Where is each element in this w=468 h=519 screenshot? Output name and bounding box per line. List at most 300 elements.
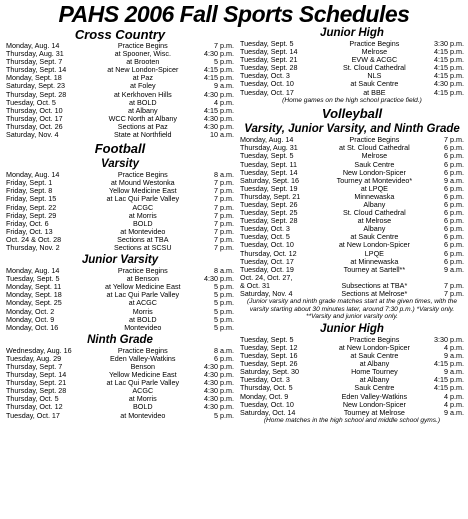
schedule-row: [6, 115, 234, 123]
schedule-row: [240, 89, 464, 97]
opponent-cell: State at Northfield: [114, 131, 172, 140]
schedule-row: [6, 412, 234, 420]
opponent-cell: at Morris: [128, 211, 157, 220]
schedule-row: [6, 99, 234, 107]
opponent-cell: at BOLD: [128, 315, 157, 324]
date-cell: Saturday, Sept. 16: [240, 176, 300, 185]
time-cell: 5 p.m.: [214, 58, 234, 67]
date-cell: Thursday, Sept. 14: [6, 66, 67, 75]
date-cell: Thursday, Aug. 31: [240, 144, 298, 153]
opponent-cell: New London-Spicer: [342, 400, 406, 409]
opponent-cell: BOLD: [132, 403, 153, 412]
schedule-row: [6, 228, 234, 236]
opponent-cell: Sauk Centre: [354, 160, 395, 169]
schedule-row: [240, 185, 464, 193]
date-cell: Tuesday, Oct. 3: [240, 72, 290, 81]
schedule-row: [6, 299, 234, 307]
schedule-row: [240, 376, 464, 384]
opponent-cell: Subsections at TBA*: [341, 281, 408, 290]
time-cell: 6 p.m.: [444, 144, 464, 153]
opponent-cell: Melrose: [361, 48, 388, 57]
date-cell: Thursday, Sept. 21: [240, 192, 301, 201]
schedule-row: [240, 258, 464, 266]
schedule-row: [6, 371, 234, 379]
date-cell: Monday, Sept. 18: [6, 291, 62, 300]
date-cell: Tuesday, Sept. 14: [240, 48, 298, 57]
opponent-cell: Eden Valley-Watkins: [341, 392, 408, 401]
opponent-cell: at Sauk Centre: [350, 80, 399, 89]
schedule-row: [240, 48, 464, 56]
time-cell: 7 p.m.: [214, 179, 234, 188]
time-cell: 9 a.m.: [444, 352, 464, 361]
schedule-row: [6, 275, 234, 283]
date-cell: Friday, Sept. 15: [6, 195, 57, 204]
time-cell: 4:15 p.m.: [434, 376, 464, 385]
time-cell: 5 p.m.: [214, 283, 234, 292]
schedule-row: [240, 368, 464, 376]
schedule-table: [6, 171, 234, 252]
section-junior-high: [240, 27, 464, 104]
time-cell: 7 p.m.: [214, 243, 234, 252]
time-cell: 4:30 p.m.: [204, 387, 234, 396]
schedule-row: [240, 384, 464, 392]
time-cell: 7 p.m.: [214, 195, 234, 204]
time-cell: 6 p.m.: [444, 257, 464, 266]
opponent-cell: at Spooner, Wisc.: [114, 50, 171, 59]
opponent-cell: Melrose: [361, 152, 388, 161]
date-cell: Monday, Oct. 2: [6, 307, 55, 316]
schedule-row: [6, 395, 234, 403]
date-cell: Thursday, Sept. 28: [6, 90, 67, 99]
schedule-table: [6, 267, 234, 332]
opponent-cell: Yellow Medicine East: [108, 187, 177, 196]
schedule-row: [6, 74, 234, 82]
left-column: [6, 27, 234, 422]
opponent-cell: Tourney at Melrose: [343, 408, 405, 417]
time-cell: 4:15 p.m.: [434, 360, 464, 369]
date-cell: Tuesday, Sept. 26: [240, 360, 298, 369]
date-cell: Thursday, Oct. 12: [240, 249, 297, 258]
time-cell: 6 p.m.: [444, 160, 464, 169]
opponent-cell: at Mound Westonka: [110, 179, 175, 188]
schedule-row: [240, 161, 464, 169]
opponent-cell: at Benson: [126, 275, 159, 284]
opponent-cell: at Minnewaska: [350, 257, 399, 266]
date-cell: Tuesday, Sept. 21: [240, 56, 298, 65]
time-cell: 7 p.m.: [444, 136, 464, 145]
time-cell: 6 p.m.: [444, 192, 464, 201]
section-ninth-grade: [6, 334, 234, 420]
time-cell: 4:30 p.m.: [204, 379, 234, 388]
section-football: [6, 141, 234, 156]
schedule-row: [6, 171, 234, 179]
schedule-note: (Home games on the high school practice field.): [282, 96, 422, 104]
time-cell: 8 a.m.: [214, 346, 234, 355]
schedule-table: [240, 136, 464, 298]
time-cell: 4:15 p.m.: [204, 106, 234, 115]
schedule-row: [240, 352, 464, 360]
time-cell: 4:15 p.m.: [204, 66, 234, 75]
opponent-cell: Montevideo: [124, 323, 162, 332]
date-cell: Friday, Sept. 8: [6, 187, 53, 196]
opponent-cell: at Paz: [132, 74, 153, 83]
opponent-cell: at BBE: [363, 88, 386, 97]
schedule-row: [240, 290, 464, 298]
time-cell: 4 p.m.: [444, 344, 464, 352]
schedule-row: [240, 64, 464, 72]
date-cell: Tuesday, Sept. 5: [240, 335, 294, 344]
time-cell: 7 p.m.: [214, 211, 234, 220]
opponent-cell: at Sauk Centre: [350, 352, 399, 361]
date-cell: Tuesday, Oct. 10: [240, 80, 294, 89]
time-cell: 10 a.m.: [210, 131, 234, 140]
date-cell: Friday, Oct. 6: [6, 219, 49, 228]
date-cell: Saturday, Sept. 30: [240, 368, 300, 377]
time-cell: 4:30 p.m.: [204, 122, 234, 131]
date-cell: Tuesday, Sept. 5: [240, 40, 294, 48]
schedule-row: [6, 267, 234, 275]
section-varsity-junior-varsity-and-ninth-grade: [240, 123, 464, 321]
date-cell: Thursday, Oct. 5: [240, 384, 293, 393]
date-cell: Friday, Oct. 13: [6, 227, 53, 236]
schedule-row: [6, 195, 234, 203]
date-cell: Friday, Sept. 29: [6, 211, 57, 220]
date-cell: Monday, Oct. 9: [6, 315, 55, 324]
opponent-cell: at ACGC: [128, 299, 157, 308]
time-cell: 7 p.m.: [444, 290, 464, 299]
schedule-table: [6, 347, 234, 420]
date-cell: Thursday, Sept. 28: [6, 387, 67, 396]
opponent-cell: ACGC: [132, 387, 154, 396]
date-cell: Tuesday, Oct. 10: [240, 241, 294, 250]
schedule-row: [240, 336, 464, 344]
schedule-row: [240, 144, 464, 152]
time-cell: 4:30 p.m.: [204, 275, 234, 284]
opponent-cell: Eden Valley-Watkins: [110, 354, 176, 363]
opponent-cell: at Brooten: [126, 58, 160, 67]
schedule-row: [240, 152, 464, 160]
schedule-row: [240, 80, 464, 88]
date-cell: Tuesday, Oct. 10: [240, 400, 294, 409]
schedule-row: [6, 236, 234, 244]
schedule-row: [240, 177, 464, 185]
opponent-cell: Practice Begins: [117, 346, 168, 355]
time-cell: 8 a.m.: [214, 171, 234, 180]
schedule-row: [240, 72, 464, 80]
schedule-row: [6, 50, 234, 58]
page-title: PAHS 2006 Fall Sports Schedules: [58, 1, 410, 27]
schedule-row: [6, 123, 234, 131]
date-cell: Saturday, Nov. 4: [6, 131, 59, 140]
time-cell: 6 p.m.: [444, 233, 464, 242]
time-cell: 7 p.m.: [444, 281, 464, 290]
schedule-row: [240, 233, 464, 241]
section-varsity: [6, 158, 234, 252]
date-cell: Thursday, Sept. 14: [6, 371, 67, 380]
time-cell: 5 p.m.: [214, 323, 234, 332]
date-cell: Tuesday, Sept. 16: [240, 352, 298, 361]
date-cell: Tuesday, Oct. 17: [240, 257, 294, 266]
schedule-row: [6, 82, 234, 90]
time-cell: 4:30 p.m.: [204, 363, 234, 371]
date-cell: Monday, Sept. 11: [6, 283, 62, 292]
schedule-row: [6, 42, 234, 50]
opponent-cell: Tourney at Sartell**: [343, 265, 406, 274]
opponent-cell: at St. Cloud Cathedral: [339, 144, 410, 153]
date-cell: Tuesday, Sept. 25: [240, 209, 298, 218]
schedule-row: [240, 250, 464, 258]
date-cell: Thursday, Sept. 7: [6, 363, 63, 371]
section-heading: Football: [94, 141, 146, 157]
time-cell: 4 p.m.: [444, 392, 464, 401]
schedule-row: [240, 201, 464, 209]
schedule-row: [240, 56, 464, 64]
date-cell: Tuesday, Sept. 12: [240, 344, 298, 352]
opponent-cell: Yellow Medicine East: [108, 371, 177, 380]
schedule-row: [240, 409, 464, 417]
opponent-cell: at LPQE: [360, 184, 388, 193]
opponent-cell: Practice Begins: [349, 335, 400, 344]
opponent-cell: at Melrose: [357, 217, 392, 226]
schedule-row: [6, 91, 234, 99]
schedule-row: [6, 316, 234, 324]
section-junior-high: [240, 323, 464, 425]
schedule-row: [6, 131, 234, 139]
schedule-row: [240, 282, 464, 290]
section-heading: Volleyball: [321, 106, 383, 122]
time-cell: 4:15 p.m.: [434, 72, 464, 81]
time-cell: 4 p.m.: [444, 400, 464, 409]
opponent-cell: WCC North at Albany: [108, 114, 177, 123]
schedule-row: [240, 209, 464, 217]
schedule-row: [240, 193, 464, 201]
opponent-cell: Sections at Paz: [117, 122, 168, 131]
schedule-note: (Junior varsity and ninth grade matches start at the given times, with the varsity starting about 30 minutes later, around 7:30 p.m.) *Varsity only. **Varsity and junior varsity only.: [246, 298, 457, 321]
section-heading: Ninth Grade: [87, 333, 153, 346]
date-cell: Saturday, Nov. 4: [240, 290, 293, 299]
opponent-cell: Sections at SCSU: [114, 243, 172, 252]
section-heading: Junior High: [320, 27, 384, 39]
schedule-row: [6, 58, 234, 66]
time-cell: 4:30 p.m.: [204, 114, 234, 123]
date-cell: Wednesday, Aug. 16: [6, 346, 72, 355]
schedule-row: [6, 347, 234, 355]
date-cell: Thursday, Sept. 7: [6, 58, 63, 67]
time-cell: 6 p.m.: [444, 184, 464, 193]
date-cell: Tuesday, Oct. 17: [240, 88, 294, 97]
time-cell: 6 p.m.: [444, 209, 464, 218]
time-cell: 9 a.m.: [444, 408, 464, 417]
time-cell: 6 p.m.: [444, 201, 464, 209]
opponent-cell: EVW & ACGC: [351, 56, 398, 65]
time-cell: 4:15 p.m.: [434, 88, 464, 97]
section-heading: Junior High: [320, 322, 384, 335]
opponent-cell: at New London-Spicer: [107, 66, 179, 75]
date-cell: Tuesday, Sept. 5: [6, 275, 60, 284]
section-heading: Varsity: [101, 158, 139, 171]
time-cell: 6 p.m.: [214, 354, 234, 363]
time-cell: 5 p.m.: [214, 315, 234, 324]
schedule-row: [6, 379, 234, 387]
time-cell: 5 p.m.: [214, 307, 234, 316]
opponent-cell: Sections at Melrose*: [341, 290, 408, 299]
date-cell: Thursday, Oct. 10: [6, 106, 63, 115]
schedule-row: [240, 217, 464, 225]
section-cross-country: [6, 27, 234, 139]
opponent-cell: Practice Begins: [117, 267, 168, 276]
date-cell: Tuesday, Sept. 19: [240, 184, 298, 193]
schedule-row: [6, 66, 234, 74]
schedule-row: [6, 204, 234, 212]
date-cell: Monday, Aug. 14: [240, 136, 294, 145]
date-cell: Tuesday, Oct. 5: [6, 98, 56, 107]
date-cell: Tuesday, Sept. 28: [240, 64, 298, 73]
opponent-cell: at Morris: [128, 395, 157, 404]
time-cell: 7 p.m.: [214, 203, 234, 212]
opponent-cell: at Lac Qui Parle Valley: [106, 291, 180, 300]
section-volleyball: [240, 106, 464, 121]
opponent-cell: at Sauk Centre: [350, 233, 399, 242]
time-cell: 4:15 p.m.: [204, 74, 234, 83]
time-cell: 4 p.m.: [214, 98, 234, 107]
schedule-note: (Home matches in the high school and middle school gyms.): [263, 416, 441, 424]
date-cell: Thursday, Oct. 12: [6, 403, 63, 412]
date-cell: Friday, Sept. 22: [6, 203, 57, 212]
opponent-cell: NLS: [367, 72, 382, 81]
time-cell: 6 p.m.: [444, 152, 464, 161]
opponent-cell: ACGC: [132, 203, 154, 212]
date-cell: Tuesday, Sept. 26: [240, 201, 298, 209]
time-cell: 7 p.m.: [214, 42, 234, 50]
time-cell: 4:15 p.m.: [434, 56, 464, 65]
date-cell: & Oct. 31: [240, 281, 270, 290]
date-cell: Saturday, Sept. 23: [6, 82, 66, 91]
opponent-cell: Minnewaska: [354, 192, 395, 201]
time-cell: 5 p.m.: [214, 291, 234, 300]
date-cell: Thursday, Oct. 17: [6, 114, 63, 123]
time-cell: 5 p.m.: [214, 411, 234, 420]
time-cell: 6 p.m.: [444, 168, 464, 177]
schedule-row: [6, 324, 234, 332]
date-cell: Tuesday, Aug. 29: [6, 354, 62, 363]
opponent-cell: Morris: [132, 307, 153, 316]
opponent-cell: at Lac Qui Parle Valley: [106, 195, 180, 204]
time-cell: 7 p.m.: [214, 227, 234, 236]
opponent-cell: Albany: [363, 225, 386, 234]
schedule-table: [240, 336, 464, 417]
date-cell: Monday, Aug. 14: [6, 42, 60, 50]
date-cell: Monday, Sept. 25: [6, 299, 62, 308]
date-cell: Saturday, Oct. 14: [240, 408, 296, 417]
opponent-cell: Practice Begins: [349, 136, 400, 145]
opponent-cell: Benson: [130, 363, 155, 371]
schedule-row: [6, 179, 234, 187]
date-cell: Oct. 24 & Oct. 28: [6, 235, 62, 244]
time-cell: 7 p.m.: [214, 187, 234, 196]
time-cell: 4:15 p.m.: [434, 64, 464, 73]
opponent-cell: at New London-Spicer: [338, 241, 410, 250]
opponent-cell: BOLD: [132, 219, 153, 228]
date-cell: Monday, Oct. 16: [6, 323, 59, 332]
schedule-row: [240, 393, 464, 401]
schedule-row: [6, 308, 234, 316]
opponent-cell: Sauk Centre: [354, 384, 395, 393]
time-cell: 6 p.m.: [444, 225, 464, 234]
section-heading: Varsity, Junior Varsity, and Ninth Grade: [244, 123, 460, 136]
time-cell: 7 p.m.: [214, 235, 234, 244]
date-cell: Monday, Sept. 18: [6, 74, 62, 83]
date-cell: Oct. 24, Oct. 27,: [240, 273, 293, 282]
opponent-cell: LPQE: [364, 249, 384, 258]
schedule-row: [240, 274, 464, 282]
time-cell: 4:30 p.m.: [204, 50, 234, 59]
date-cell: Thursday, Aug. 31: [6, 50, 64, 59]
schedule-row: [6, 107, 234, 115]
schedule-row: [6, 244, 234, 252]
opponent-cell: Practice Begins: [117, 42, 168, 50]
date-cell: Tuesday, Oct. 3: [240, 225, 290, 234]
schedule-table: [6, 42, 234, 139]
schedule-row: [6, 363, 234, 371]
opponent-cell: at Montevideo: [120, 227, 166, 236]
date-cell: Thursday, Oct. 26: [6, 122, 63, 131]
opponent-cell: at Lac Qui Parle Valley: [106, 379, 180, 388]
date-cell: Tuesday, Sept. 14: [240, 168, 298, 177]
opponent-cell: at Kerkhoven Hills: [113, 90, 172, 99]
time-cell: 9 a.m.: [444, 176, 464, 185]
time-cell: 8 a.m.: [214, 267, 234, 276]
time-cell: 3:30 p.m.: [434, 335, 464, 344]
opponent-cell: at Montevideo: [120, 411, 166, 420]
date-cell: Tuesday, Oct. 19: [240, 265, 294, 274]
section-heading: Cross Country: [74, 27, 166, 42]
opponent-cell: at New London-Spicer: [338, 344, 410, 352]
date-cell: Friday, Sept. 1: [6, 179, 53, 188]
schedule-row: [6, 220, 234, 228]
schedule-row: [6, 212, 234, 220]
opponent-cell: Practice Begins: [117, 171, 168, 180]
opponent-cell: Sections at TBA: [117, 235, 169, 244]
schedule-row: [6, 387, 234, 395]
section-junior-varsity: [6, 254, 234, 332]
opponent-cell: St. Cloud Cathedral: [343, 64, 406, 73]
time-cell: 6 p.m.: [444, 241, 464, 250]
opponent-cell: Tourney at Montevideo*: [336, 176, 413, 185]
opponent-cell: at Yellow Medicine East: [105, 283, 181, 292]
schedule-row: [6, 283, 234, 291]
date-cell: Monday, Aug. 14: [6, 267, 60, 276]
time-cell: 4:15 p.m.: [434, 48, 464, 57]
date-cell: Tuesday, Sept. 11: [240, 160, 297, 169]
time-cell: 4:30 p.m.: [204, 371, 234, 380]
time-cell: 4:30 p.m.: [434, 80, 464, 89]
schedule-row: [6, 291, 234, 299]
time-cell: 9 a.m.: [444, 265, 464, 274]
time-cell: 4:30 p.m.: [204, 403, 234, 412]
date-cell: Tuesday, Sept. 28: [240, 217, 298, 226]
opponent-cell: Home Tourney: [351, 368, 398, 377]
schedule-row: [240, 40, 464, 48]
time-cell: 4:30 p.m.: [204, 395, 234, 404]
schedule-row: [6, 403, 234, 411]
date-cell: Tuesday, Oct. 3: [240, 376, 290, 385]
opponent-cell: at Albany: [359, 360, 390, 369]
date-cell: Tuesday, Sept. 5: [240, 152, 294, 161]
date-cell: Tuesday, Oct. 17: [6, 411, 60, 420]
opponent-cell: New London-Spicer: [342, 168, 406, 177]
date-cell: Monday, Oct. 9: [240, 392, 289, 401]
schedule-row: [240, 266, 464, 274]
